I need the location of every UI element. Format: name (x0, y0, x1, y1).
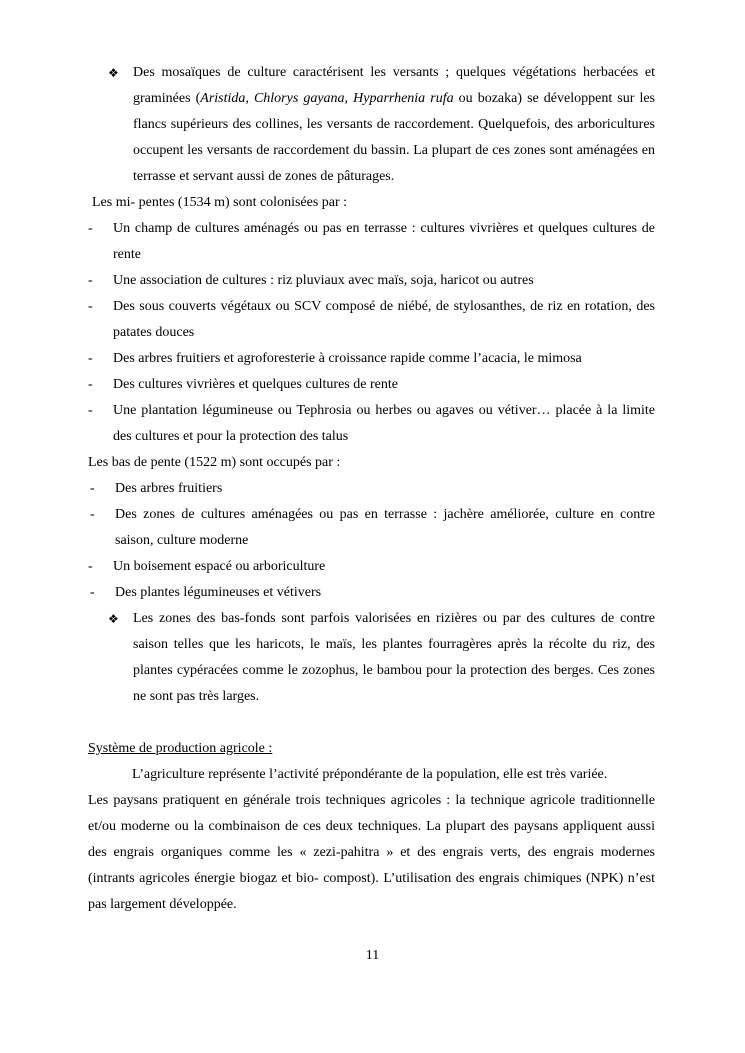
diamond-bullet-icon: ❖ (108, 612, 119, 626)
species-names: Aristida, Chlorys gayana, Hyparrhenia rufa (200, 91, 454, 106)
dash-bullet: - (88, 377, 93, 392)
list-item: - Des zones de cultures aménagées ou pas en terrasse : jachère améliorée, culture en contre saison, culture moderne (88, 502, 655, 554)
section-title: Système de production agricole : (88, 741, 273, 756)
bullet-versants (88, 60, 655, 190)
list-item: - Une plantation légumineuse ou Tephrosia ou herbes ou agaves ou vétiver… placée à la limite des cultures et pour la protection des talus (88, 398, 655, 450)
low-slopes-heading: Les bas de pente (1522 m) sont occupés par : (88, 455, 341, 470)
list-item: - Des cultures vivrières et quelques cultures de rente (88, 372, 655, 398)
list-item: - Un champ de cultures aménagés ou pas en terrasse : cultures vivrières et quelques cultures de rente (88, 216, 655, 268)
dash-bullet: - (88, 559, 93, 574)
bullet-text-part2: ou bozaka) se développent sur les flancs supérieurs des collines, les versants de raccordement. Quelquefois, des arboricultures occupent les versants de raccordement du bassin. La plupart de ces zones sont aménagées en terrasse et servant aussi de zones de pâturages. (133, 91, 656, 184)
low-slopes-list (88, 476, 655, 606)
bullet-text: Les zones des bas-fonds sont parfois valorisées en rizières ou par des cultures de contre saison telles que les haricots, le maïs, les plantes fourragères après la récolte du riz, des plantes cypéracées comme le zozophus, le bambou pour la protection des berges. Ces zones ne sont pas très larges. (133, 611, 655, 704)
paragraph-intro: L’agriculture représente l’activité prépondérante de la population, elle est très variée. (132, 767, 608, 782)
dash-bullet: - (90, 481, 95, 496)
bullet-text-part1: Des mosaïques de culture caractérisent les versants ; quelques végétations herbacées et graminées ( (133, 65, 655, 106)
paragraph-techniques: Les paysans pratiquent en générale trois techniques agricoles : la technique agricole traditionnelle et/ou moderne ou la combinaison de ces deux techniques. La plupart des paysans appliquent aussi des engrais organiques comme les « zezi-pahitra » et des engrais verts, des engrais modernes (intrants agricoles énergie biogaz et bio- compost). L’utilisation des engrais chimiques (NPK) n’est pas largement développée. (88, 793, 655, 912)
bullet-bas-fonds (88, 606, 655, 710)
page-number: 11 (365, 948, 380, 963)
dash-bullet: - (88, 403, 93, 418)
list-item: - Des sous couverts végétaux ou SCV composé de niébé, de stylosanthes, de riz en rotation, des patates douces (88, 294, 655, 346)
list-item: - Une association de cultures : riz pluviaux avec maïs, soja, haricot ou autres (88, 268, 655, 294)
dash-bullet: - (88, 299, 93, 314)
dash-bullet: - (88, 351, 93, 366)
page-content (88, 60, 655, 918)
dash-bullet: - (88, 221, 93, 236)
diamond-bullet-icon: ❖ (108, 66, 119, 80)
mid-slopes-list (88, 216, 655, 450)
list-item: - Des arbres fruitiers (88, 476, 655, 502)
dash-bullet: - (90, 507, 95, 522)
list-item: - Un boisement espacé ou arboriculture (88, 554, 655, 580)
list-item: - Des plantes légumineuses et vétivers (88, 580, 655, 606)
dash-bullet: - (90, 585, 95, 600)
list-item: - Des arbres fruitiers et agroforesterie à croissance rapide comme l’acacia, le mimosa (88, 346, 655, 372)
mid-slopes-heading: Les mi- pentes (1534 m) sont colonisées par : (92, 195, 348, 210)
dash-bullet: - (88, 273, 93, 288)
